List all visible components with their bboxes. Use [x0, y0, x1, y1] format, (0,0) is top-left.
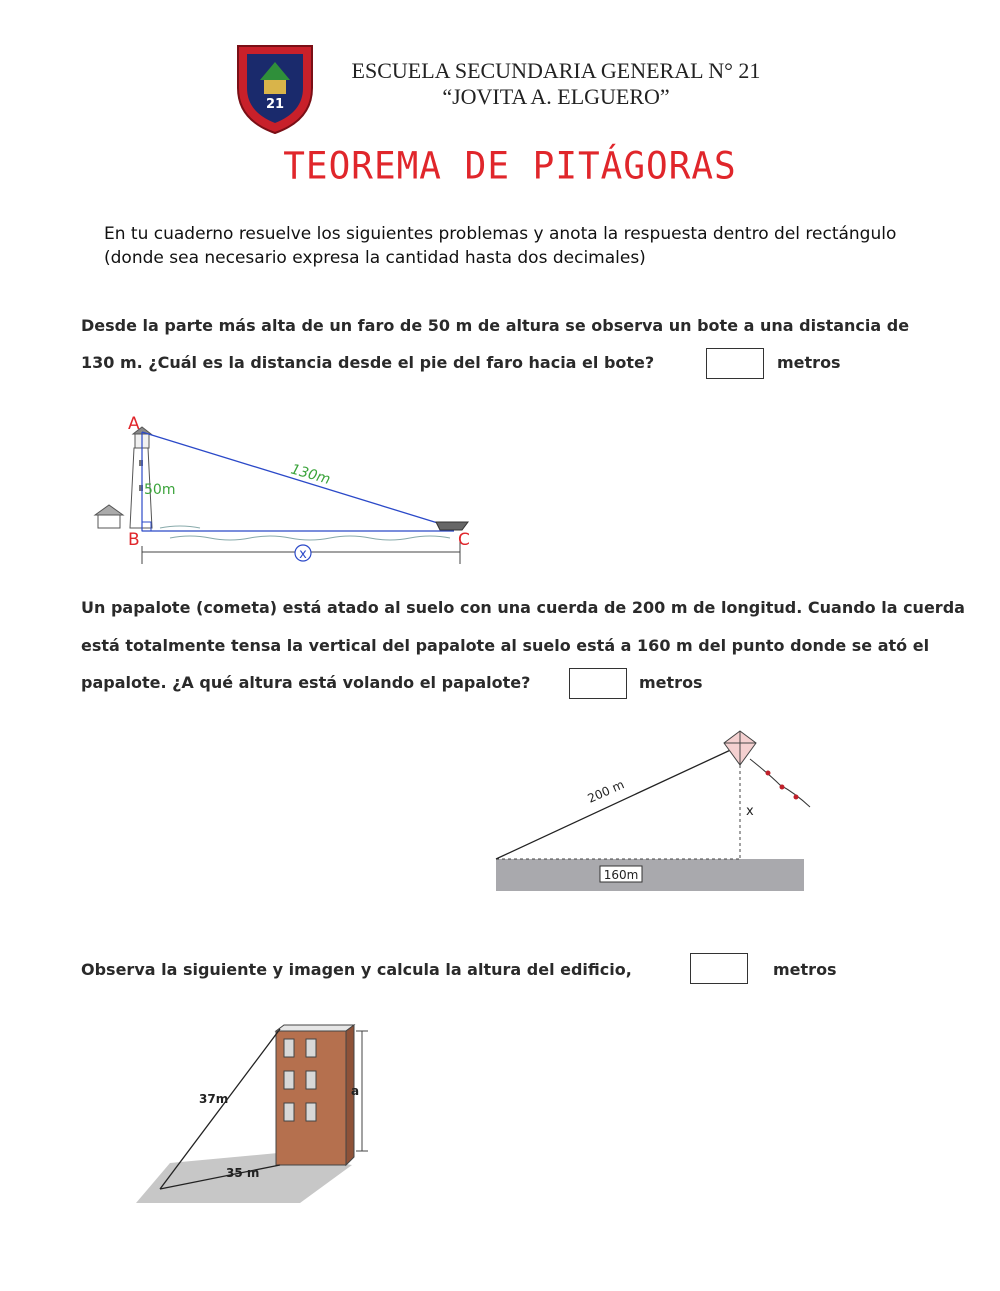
unit-label-2: metros — [639, 673, 703, 692]
problem-2-line-3: papalote. ¿A qué altura está volando el papalote? — [81, 673, 531, 692]
instructions-text: En tu cuaderno resuelve los siguientes problemas y anota la respuesta dentro del rectángulo (donde sea necesario expresa la cantidad hasta dos decimales) — [104, 224, 897, 268]
answer-box-3[interactable] — [690, 953, 748, 984]
ground-label: 160m — [603, 868, 639, 882]
problem-1-line-1: Desde la parte más alta de un faro de 50 m de altura se observa un bote a una distancia de — [81, 316, 910, 335]
lighthouse-icon — [130, 427, 152, 528]
school-name: ESCUELA SECUNDARIA GENERAL N° 21 — [351, 58, 761, 83]
height-label: 50m — [144, 482, 176, 498]
unknown-x-label: x — [299, 547, 307, 562]
vertex-b-label: B — [128, 530, 140, 550]
vertex-a-label: A — [128, 414, 140, 434]
kite-diagram — [490, 725, 830, 895]
answer-box-2[interactable] — [569, 668, 627, 699]
string-label: 200 m — [585, 777, 627, 806]
unit-label-3: metros — [773, 960, 837, 979]
building-diagram — [130, 1015, 390, 1215]
page-title: TEOREMA DE PITÁGORAS — [283, 144, 737, 189]
ground — [496, 859, 804, 891]
problem-3-line-1: Observa la siguiente y imagen y calcula la altura del edificio, — [81, 960, 632, 979]
answer-box-1[interactable] — [706, 348, 764, 379]
unknown-a-label: a — [351, 1084, 360, 1098]
problem-2-line-1: Un papalote (cometa) está atado al suelo con una cuerda de 200 m de longitud. Cuando la cuerda — [81, 598, 965, 617]
hypotenuse-label: 37m — [199, 1092, 229, 1106]
kite-icon — [724, 731, 810, 807]
lighthouse-diagram — [90, 410, 490, 570]
unknown-x-label: x — [746, 804, 754, 819]
unit-label-1: metros — [777, 353, 841, 372]
building-icon — [276, 1025, 354, 1165]
hypotenuse-label: 130m — [288, 461, 333, 488]
boat-icon — [436, 522, 468, 530]
problem-2-line-2: está totalmente tensa la vertical del papalote al suelo está a 160 m del punto donde se ató el — [81, 636, 930, 655]
vertex-c-label: C — [458, 530, 470, 550]
problem-1-line-2: 130 m. ¿Cuál es la distancia desde el pie del faro hacia el bote? — [81, 353, 655, 372]
house-icon — [95, 505, 123, 528]
school-motto: “JOVITA A. ELGUERO” — [442, 84, 670, 109]
logo-number: 21 — [265, 97, 285, 112]
base-label: 35 m — [226, 1166, 260, 1180]
